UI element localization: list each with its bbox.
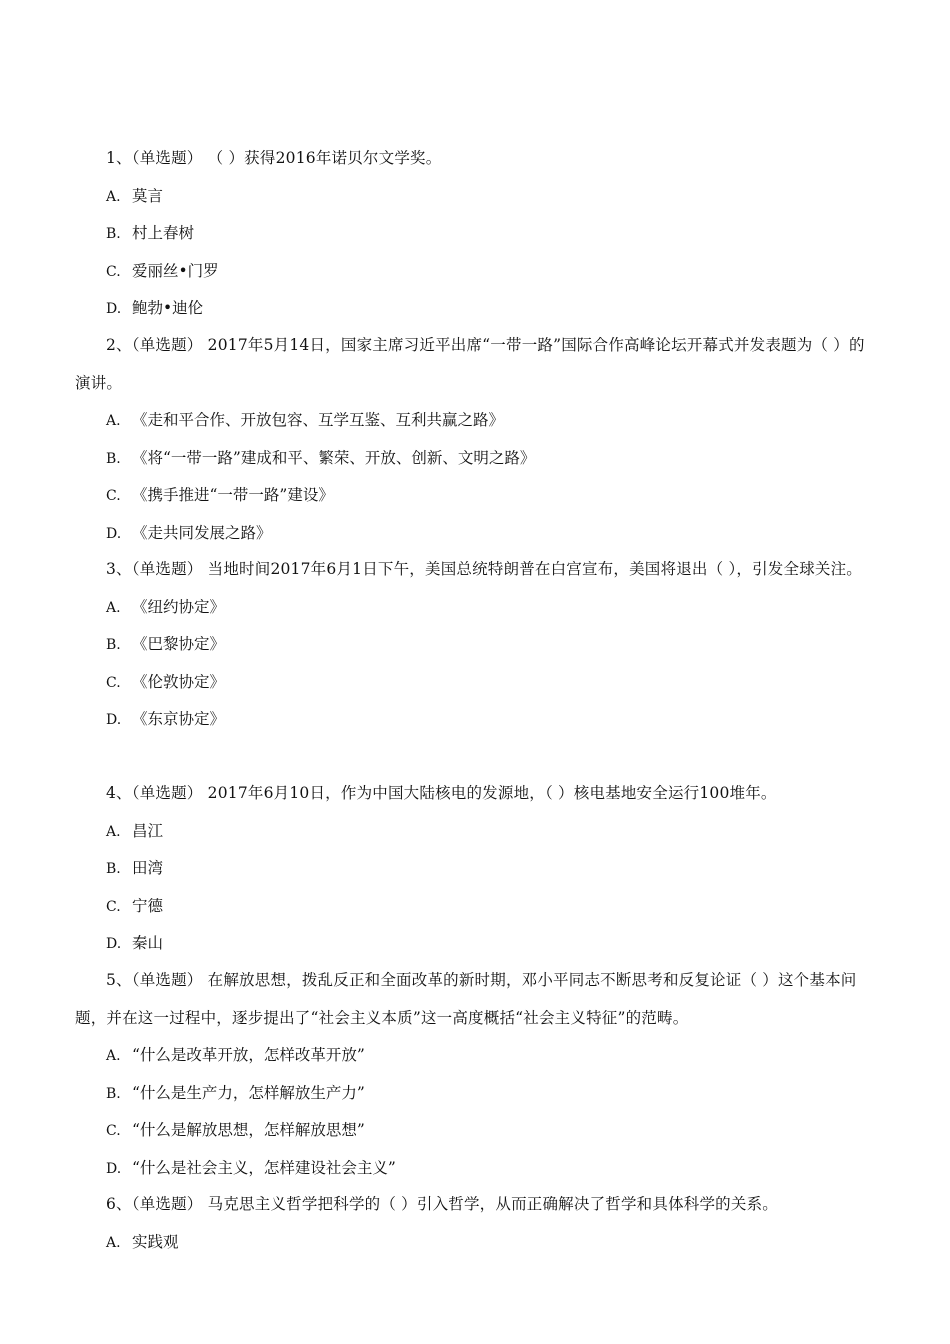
option-text: 秦山 <box>132 934 164 952</box>
option-text: 《东京协定》 <box>132 710 226 728</box>
option-text: 昌江 <box>132 821 164 840</box>
option-b <box>0 626 950 664</box>
option-d <box>0 925 950 963</box>
option-letter: A. <box>106 188 121 205</box>
question-4 <box>0 775 950 963</box>
question-stem: 4、（单选题） 2017年6月10日，作为中国大陆核电的发源地，（ ）核电基地安全运行100堆年。 <box>106 784 777 802</box>
option-text: “什么是生产力，怎样解放生产力” <box>132 1083 365 1102</box>
option-c <box>0 664 950 702</box>
option-letter: C. <box>106 898 121 915</box>
option-d <box>0 701 950 739</box>
option-list <box>0 178 950 328</box>
option-letter: D. <box>106 1160 122 1177</box>
option-list <box>0 589 950 739</box>
option-letter: C. <box>106 488 121 504</box>
question-stem: 2、（单选题） 2017年5月14日，国家主席习近平出席“一带一路”国际合作高峰论坛开幕式并发表题为（ ）的演讲。 <box>75 336 865 392</box>
option-text: “什么是社会主义，怎样建设社会主义” <box>132 1158 396 1177</box>
option-list <box>0 1224 950 1262</box>
option-list <box>0 813 950 963</box>
option-c <box>0 1112 950 1150</box>
option-text: 《走和平合作、开放包容、互学互鉴、互利共赢之路》 <box>132 411 505 429</box>
option-b <box>0 440 950 478</box>
option-b <box>0 850 950 888</box>
option-c <box>0 253 950 291</box>
option-list <box>0 402 950 552</box>
option-letter: C. <box>106 674 121 691</box>
question-stem: 6、（单选题） 马克思主义哲学把科学的（ ）引入哲学，从而正确解决了哲学和具体科学的关系。 <box>106 1195 778 1213</box>
option-text: 《携手推进“一带一路”建设》 <box>132 486 334 504</box>
option-a <box>0 1037 950 1075</box>
option-d <box>0 515 950 553</box>
option-letter: D. <box>106 712 122 728</box>
option-letter: B. <box>106 226 121 242</box>
option-text: 田湾 <box>132 859 164 877</box>
option-letter: A. <box>106 413 121 429</box>
option-text: 《纽约协定》 <box>132 597 226 616</box>
option-b <box>0 215 950 253</box>
question-5 <box>0 962 950 1187</box>
question-stem: 3、（单选题） 当地时间2017年6月1日下午，美国总统特朗普在白宫宣布，美国将退出（ ），引发全球关注。 <box>106 560 862 578</box>
question-stem: 1、（单选题） （ ）获得2016年诺贝尔文学奖。 <box>106 149 442 167</box>
option-text: 实践观 <box>132 1232 179 1251</box>
option-a <box>0 589 950 627</box>
option-text: 《伦敦协定》 <box>132 672 226 691</box>
option-a <box>0 178 950 216</box>
question-2 <box>0 327 950 552</box>
option-d <box>0 1150 950 1188</box>
option-letter: A. <box>106 823 121 840</box>
option-c <box>0 477 950 515</box>
option-letter: A. <box>106 1048 121 1064</box>
option-text: 爱丽丝•门罗 <box>132 261 219 280</box>
question-stem: 5、（单选题） 在解放思想，拨乱反正和全面改革的新时期，邓小平同志不断思考和反复论证（ ）这个基本问题，并在这一过程中，逐步提出了“社会主义本质”这一高度概括“社会主义特征”的范畴。 <box>75 971 857 1027</box>
option-d <box>0 290 950 328</box>
option-letter: B. <box>106 861 121 877</box>
option-a <box>0 1224 950 1262</box>
option-text: “什么是改革开放，怎样改革开放” <box>132 1046 365 1064</box>
question-1 <box>0 140 950 328</box>
option-text: 《走共同发展之路》 <box>132 523 272 542</box>
option-b <box>0 1075 950 1113</box>
option-letter: B. <box>106 637 121 653</box>
option-a <box>0 813 950 851</box>
option-letter: D. <box>106 301 122 317</box>
option-a <box>0 402 950 440</box>
option-text: 村上春树 <box>132 224 195 242</box>
question-3 <box>0 551 950 739</box>
option-text: 莫言 <box>132 186 164 205</box>
option-text: 宁德 <box>132 896 164 915</box>
option-letter: D. <box>106 936 122 952</box>
option-letter: D. <box>106 525 122 542</box>
option-list <box>0 1037 950 1187</box>
option-letter: A. <box>106 599 121 616</box>
option-text: “什么是解放思想，怎样解放思想” <box>132 1121 365 1139</box>
option-letter: B. <box>106 1085 121 1102</box>
option-text: 《将“一带一路”建成和平、繁荣、开放、创新、文明之路》 <box>132 448 536 467</box>
option-text: 鲍勃•迪伦 <box>132 299 204 317</box>
option-letter: B. <box>106 450 121 467</box>
option-c <box>0 888 950 926</box>
option-letter: C. <box>106 263 121 280</box>
option-letter: C. <box>106 1123 121 1139</box>
option-letter: A. <box>106 1234 121 1251</box>
option-text: 《巴黎协定》 <box>132 635 226 653</box>
question-6 <box>0 1186 950 1261</box>
